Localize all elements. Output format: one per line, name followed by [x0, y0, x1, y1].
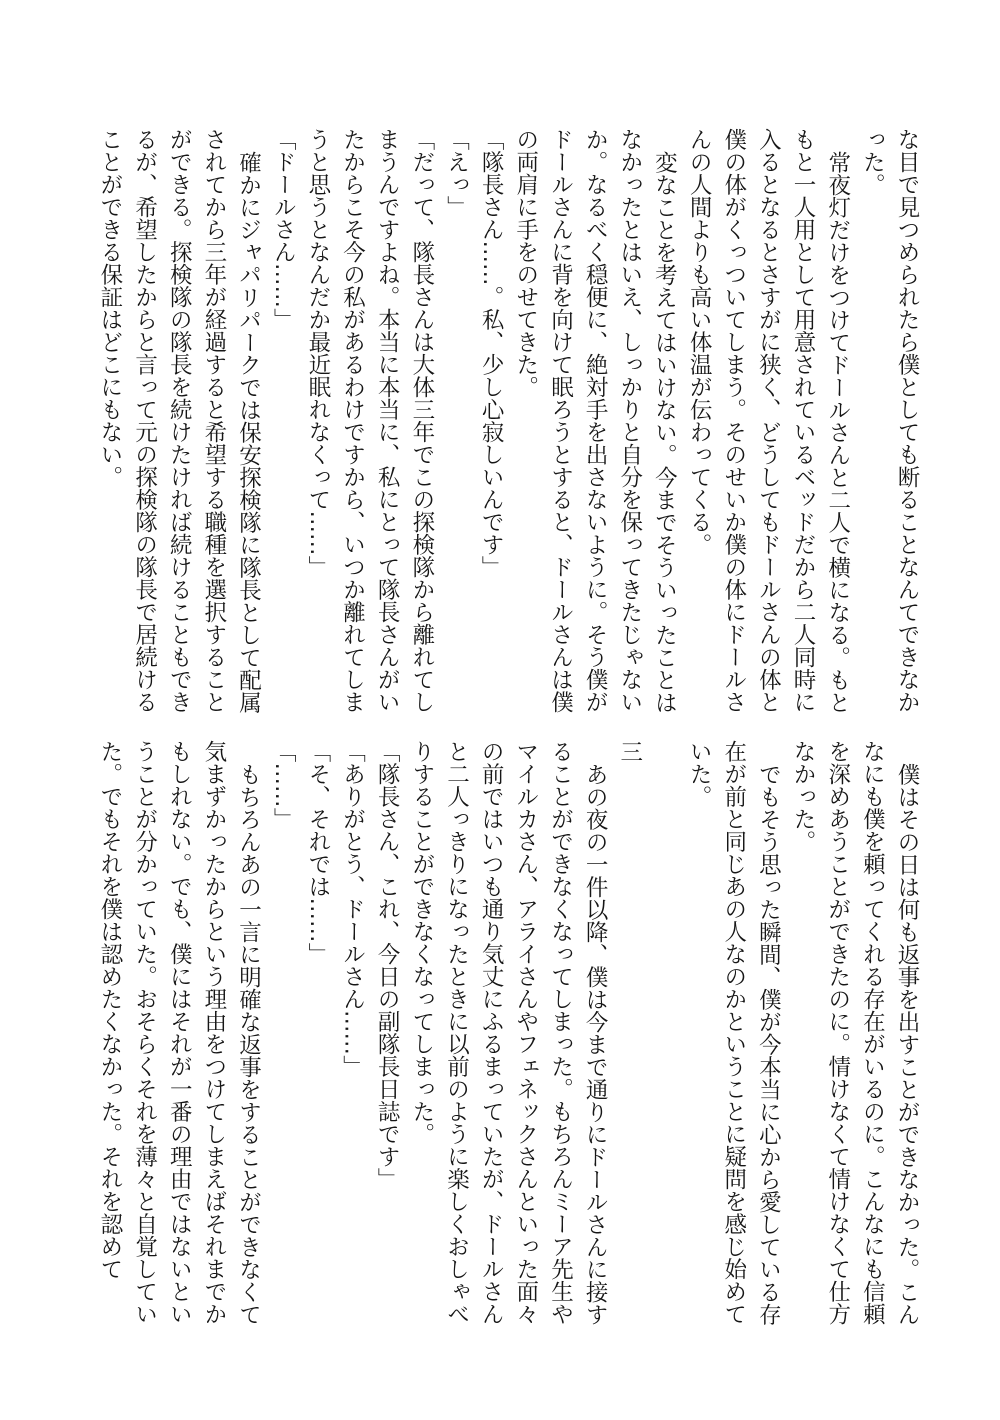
- bottom-text-block: [92, 740, 924, 1326]
- dialogue-line: 「そ、それでは……」: [304, 740, 331, 965]
- dialogue-line: 「……」: [270, 740, 297, 830]
- section-number-heading: 三: [616, 740, 643, 763]
- paragraph: 僕はその日は何も返事を出すことができなかった。こんなにも僕を頼ってくれる存在がいるのに。こんなにも信頼を深めあうことができたのに。情けなくて情けなくて仕方なかった。: [790, 740, 920, 1325]
- paragraph: 常夜灯だけをつけてドールさんと二人で横になる。もともと一人用として用意されているベッドだから二人同時に入るとなるとさすがに狭く、どうしてもドールさんの体と僕の体がくっついてしまう。そのせいか僕の体にドールさんの人間よりも高い体温が伝わってくる。: [686, 128, 851, 713]
- paragraph: 変なことを考えてはいけない。今までそういったことはなかったとはいえ、しっかりと自分を保ってきたじゃないか。なるべく穏便に、絶対手を出さないように。そう僕がドールさんに背を向けて眠ろうとすると、ドールさんは僕の両肩に手をのせてきた。: [512, 128, 678, 713]
- paragraph: 確かにジャパリパークでは保安探検隊に隊長として配属されてから三年が経過すると希望する職種を選択することができる。探検隊の隊長を続けたければ続けることもできるが、希望したからと言って元の探検隊の隊長で居続けることができる保証はどこにもない。: [96, 128, 262, 713]
- paragraph: もちろんあの一言に明確な返事をすることができなくて気まずかったからという理由をつけてしまえばそれまでかもしれない。でも、僕にはそれが一番の理由ではないということが分かっていた。おそらくそれを薄々と自覚していた。でもそれを僕は認めたくなかった。それを認めて: [96, 740, 262, 1325]
- dialogue-line: 「隊長さん……。私、少し心寂しいんです」: [478, 128, 505, 578]
- dialogue-line: 「ありがとう、ドールさん……」: [339, 740, 366, 1078]
- paragraph: あの夜の一件以降、僕は今まで通りにドールさんに接することができなくなってしまった。もちろんミーア先生やマイルカさん、アライさんやフェネックさんといった面々の前ではいつも通り気丈にふるまっていたが、ドールさんと二人っきりになったときに以前のように楽しくおしゃべりすることができなくなってしまった。: [408, 740, 609, 1325]
- dialogue-line: 「だって、隊長さんは大体三年でこの探検隊から離れてしまうんですよね。本当に本当に、私にとって隊長さんがいたからこそ今の私があるわけですから、いつか離れてしまうと思うとなんだか最近眠れなくって……」: [304, 128, 435, 713]
- paragraph-continuation: な目で見つめられたら僕としても断ることなんてできなかった。: [859, 128, 920, 713]
- dialogue-line: 「ドールさん……」: [270, 128, 297, 331]
- top-text-block: [92, 128, 924, 714]
- dialogue-line: 「隊長さん、これ、今日の副隊長日誌です」: [374, 740, 401, 1190]
- dialogue-line: 「えっ」: [443, 128, 470, 218]
- paragraph: でもそう思った瞬間、僕が今本当に心から愛している存在が前と同じあの人なのかということに疑問を感じ始めていた。: [686, 740, 782, 1325]
